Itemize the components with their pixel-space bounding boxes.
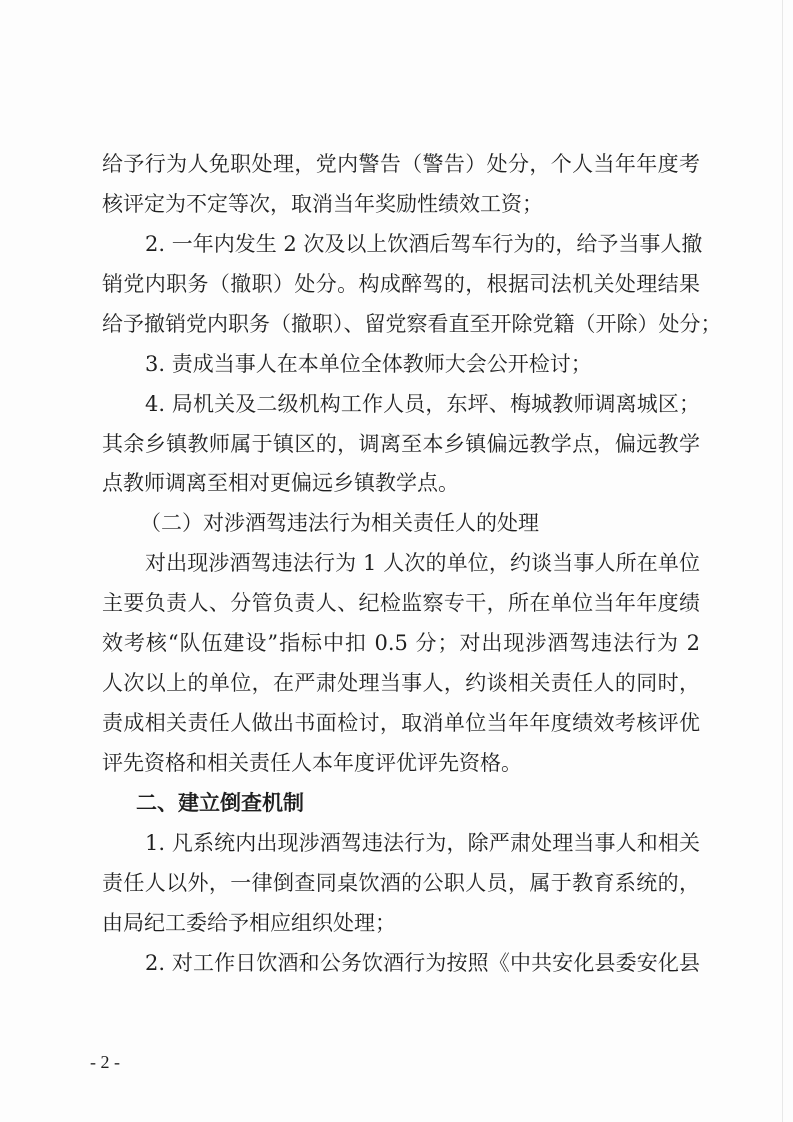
paragraph-line: 效考核“队伍建设”指标中扣 0.5 分；对出现涉酒驾违法行为 2 bbox=[102, 631, 700, 655]
paragraph-line: 1. 凡系统内出现涉酒驾违法行为，除严肃处理当事人和相关 bbox=[145, 831, 700, 855]
paragraph-line: 责成相关责任人做出书面检讨，取消单位当年年度绩效考核评优 bbox=[102, 711, 700, 735]
paragraph-line: 人次以上的单位，在严肃处理当事人，约谈相关责任人的同时， bbox=[102, 671, 700, 695]
paragraph-line: 责任人以外，一律倒查同桌饮酒的公职人员，属于教育系统的， bbox=[102, 871, 700, 895]
section-heading: 二、建立倒查机制 bbox=[136, 791, 304, 815]
paragraph-line: 销党内职务（撤职）处分。构成醉驾的，根据司法机关处理结果 bbox=[102, 272, 700, 296]
paragraph-line: 评先资格和相关责任人本年度评优评先资格。 bbox=[102, 751, 522, 775]
paragraph-line: 2. 一年内发生 2 次及以上饮酒后驾车行为的，给予当事人撤 bbox=[145, 232, 703, 256]
subheading: （二）对涉酒驾违法行为相关责任人的处理 bbox=[140, 511, 539, 535]
paragraph-line: 3. 责成当事人在本单位全体教师大会公开检讨； bbox=[145, 352, 592, 376]
page-number: - 2 - bbox=[90, 1052, 120, 1072]
paragraph-line: 对出现涉酒驾违法行为 1 人次的单位，约谈当事人所在单位 bbox=[145, 551, 700, 575]
paragraph-line: 核评定为不定等次，取消当年奖励性绩效工资； bbox=[102, 192, 543, 216]
paragraph-line: 给予撤销党内职务（撤职）、留党察看直至开除党籍（开除）处分； bbox=[102, 312, 722, 336]
paragraph-line: 2. 对工作日饮酒和公务饮酒行为按照《中共安化县委安化县 bbox=[145, 951, 700, 975]
paragraph-line: 4. 局机关及二级机构工作人员，东坪、梅城教师调离城区； bbox=[145, 392, 700, 416]
paragraph-line: 其余乡镇教师属于镇区的，调离至本乡镇偏远教学点，偏远教学 bbox=[102, 432, 700, 456]
paragraph-line: 由局纪工委给予相应组织处理； bbox=[102, 911, 396, 935]
scan-edge bbox=[782, 0, 783, 1122]
paragraph-line: 点教师调离至相对更偏远乡镇教学点。 bbox=[102, 471, 459, 495]
paragraph-line: 给予行为人免职处理，党内警告（警告）处分，个人当年年度考 bbox=[102, 152, 700, 176]
paragraph-line: 主要负责人、分管负责人、纪检监察专干，所在单位当年年度绩 bbox=[102, 591, 700, 615]
